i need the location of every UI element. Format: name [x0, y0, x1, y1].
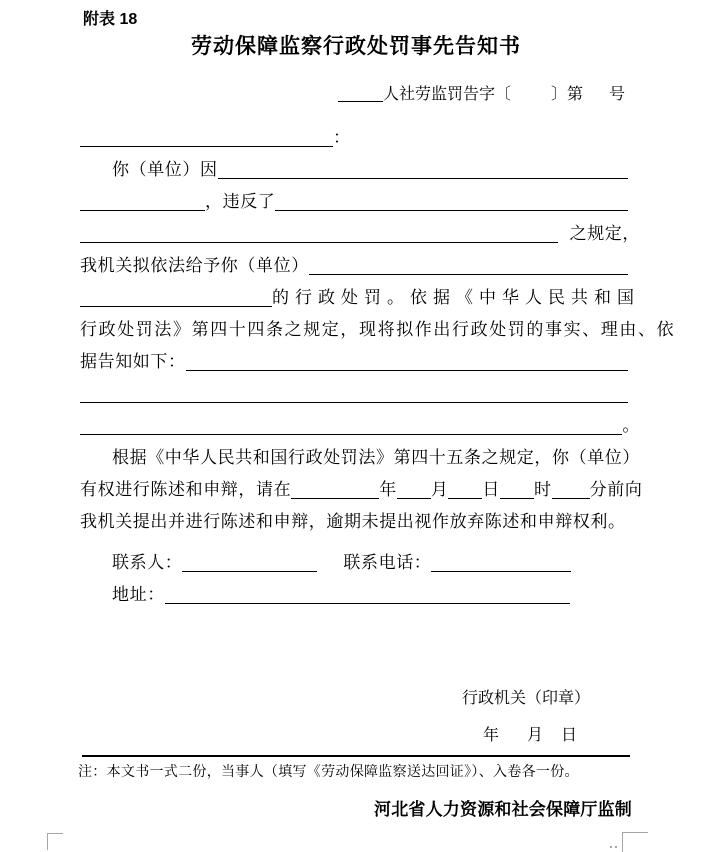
contact-block [80, 546, 640, 610]
form-line-reason [80, 153, 640, 185]
blank-facts-2[interactable] [80, 379, 628, 403]
signature-month-label: 月 [526, 727, 543, 744]
form-line-law [80, 313, 676, 345]
hour-label: 时 [534, 480, 552, 499]
inform-label-text: 据告知如下： [80, 352, 186, 371]
form-line-rights-3 [80, 505, 640, 537]
blank-contact-phone[interactable] [431, 548, 571, 572]
blank-facts-3[interactable] [80, 411, 622, 435]
blank-reason-2[interactable] [80, 187, 205, 211]
page-mark-dot-2 [615, 846, 617, 848]
page-corner-mark-right [622, 832, 648, 852]
form-line-penalty-basis [80, 281, 640, 313]
form-body [80, 121, 676, 537]
blank-month[interactable] [397, 475, 431, 499]
rights-line2-suffix-text: 分前向 [589, 480, 643, 499]
day-label: 日 [482, 480, 501, 499]
signature-day-label: 日 [560, 727, 577, 744]
doc-number-text-2: 〕第 [551, 86, 584, 103]
issuing-org-seal-label: 行政机关（印章） [461, 690, 590, 707]
violated-connector-text: ，违反了 [205, 192, 276, 211]
blank-doc-no-serial[interactable] [583, 86, 609, 104]
blank-contact-person[interactable] [182, 548, 317, 572]
blank-violated-law-1[interactable] [275, 187, 628, 211]
blank-reason-1[interactable] [218, 155, 628, 179]
law-line-text: 行政处罚法》第四十四条之规定，现将拟作出行政处罚的事实、理由、依 [80, 320, 676, 339]
form-line-facts-end [80, 409, 640, 441]
issuer-text: 河北省人力资源和社会保障厅监制 [374, 800, 632, 819]
signature-year-label: 年 [482, 727, 499, 744]
form-line-facts-blank [80, 377, 640, 409]
signature-date-line [462, 725, 590, 747]
blank-doc-no-prefix[interactable] [338, 78, 383, 102]
blank-day[interactable] [448, 475, 482, 499]
appendix-label: 附表 18 [83, 11, 138, 28]
provision-suffix-text: 之规定， [569, 224, 640, 243]
page-title: 劳动保障监察行政处罚事先告知书 [191, 35, 521, 58]
form-line-penalty [80, 249, 640, 281]
form-line-inform [80, 345, 640, 377]
address-label: 地址： [112, 585, 165, 604]
doc-number-text-3: 号 [609, 86, 626, 103]
contact-person-label: 联系人： [112, 553, 183, 572]
form-line-provision [80, 217, 640, 249]
blank-facts-1[interactable] [186, 347, 628, 371]
doc-number-text-1: 人社劳监罚告字〔 [383, 86, 512, 103]
closing-period-text: 。 [622, 416, 640, 435]
page-corner-mark-left [47, 833, 63, 850]
form-line-contact [80, 546, 640, 578]
blank-year[interactable] [291, 475, 379, 499]
penalty-prefix-text: 我机关拟依法给予你（单位） [80, 256, 309, 275]
rights-line2-prefix-text: 有权进行陈述和申辩，请在 [80, 480, 292, 499]
footnote-divider [82, 755, 630, 757]
form-line-violated [80, 185, 640, 217]
month-label: 月 [430, 480, 449, 499]
blank-penalty-2[interactable] [80, 283, 272, 307]
page-mark-dot-1 [610, 846, 612, 848]
blank-penalty-1[interactable] [309, 251, 628, 275]
blank-hour[interactable] [500, 475, 534, 499]
rights-line3-text: 我机关提出并进行陈述和申辩，逾期未提出视作放弃陈述和申辩权利。 [80, 512, 626, 531]
penalty-suffix-text: 的行政处罚。依据《中华人民共和国 [272, 288, 640, 307]
reason-prefix-text: 你（单位）因 [112, 160, 218, 179]
footnote-text: 注：本文书一式二份，当事人（填写《劳动保障监察送达回证》）、入卷各一份。 [78, 765, 579, 780]
signature-block [462, 688, 590, 747]
form-line-salutation [80, 121, 640, 153]
doc-number-line [338, 82, 625, 104]
form-line-rights-2 [80, 473, 643, 505]
rights-line1-text: 根据《中华人民共和国行政处罚法》第四十五条之规定，你（单位） [112, 448, 640, 467]
form-line-address [80, 578, 640, 610]
salutation-colon: ： [333, 128, 351, 147]
blank-minute[interactable] [552, 475, 590, 499]
blank-doc-no-year[interactable] [511, 86, 551, 104]
blank-address[interactable] [165, 580, 570, 604]
contact-phone-label: 联系电话： [343, 553, 432, 572]
blank-violated-law-2[interactable] [80, 219, 558, 243]
blank-recipient-name[interactable] [80, 123, 333, 147]
year-label: 年 [379, 480, 397, 499]
form-line-rights-1 [80, 441, 640, 473]
